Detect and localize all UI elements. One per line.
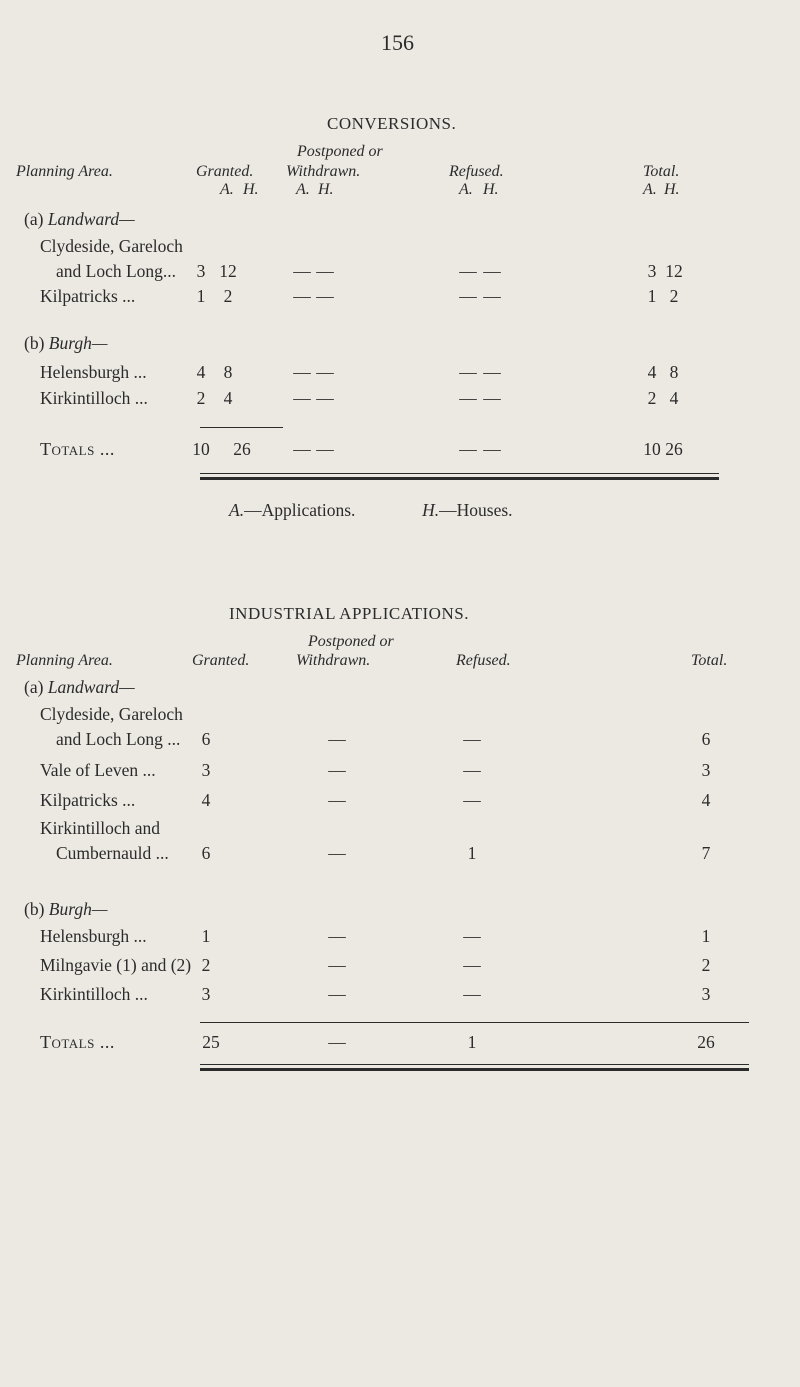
conv-sub-total-h: H.: [664, 181, 680, 198]
ind-header-postponed-top: Postponed or: [308, 633, 394, 650]
ind-row-7-total: 3: [701, 984, 711, 1004]
ind-bottom-rule-thin: [200, 1064, 749, 1065]
ind-row-6-name: Milngavie (1) and (2): [40, 955, 192, 975]
conv-row-2-refused-a: —: [459, 286, 477, 306]
ind-totals-total: 26: [697, 1032, 715, 1052]
page-number: 156: [381, 30, 414, 55]
conv-row-2-total-h: 2: [669, 286, 679, 306]
legend-h-key: H.: [422, 500, 440, 520]
ind-row-5-granted: 1: [201, 926, 211, 946]
ind-row-7-name: Kirkintilloch ...: [40, 984, 148, 1004]
conv-row-3-granted-h: 8: [223, 362, 233, 382]
ind-header-total: Total.: [691, 652, 728, 669]
conv-header-area: Planning Area.: [16, 163, 113, 180]
conv-totals-refused-a: —: [459, 439, 477, 459]
ind-row-7-granted: 3: [201, 984, 211, 1004]
conv-section-a: [24, 209, 135, 230]
conv-totals-granted-a: 10: [192, 439, 210, 459]
conv-row-1-total-a: 3: [647, 261, 657, 281]
conv-row-2-name: Kilpatricks ...: [40, 286, 136, 306]
conv-row-3-postponed-h: —: [316, 362, 334, 382]
ind-row-5-total: 1: [701, 926, 711, 946]
conv-header-refused: Refused.: [449, 163, 504, 180]
conv-row-3-refused-h: —: [483, 362, 501, 382]
conv-sub-total-a: A.: [643, 181, 657, 198]
conv-totals-label: Totals ...: [40, 439, 115, 459]
conv-section-b-letter: (b): [24, 333, 45, 353]
legend-a-key: A.: [229, 500, 245, 520]
conv-row-1-granted-a: 3: [196, 261, 206, 281]
conv-totals-total-a: 10: [643, 439, 661, 459]
conv-sub-postponed-h: H.: [318, 181, 334, 198]
conv-header-postponed-top: Postponed or: [297, 143, 383, 160]
conv-row-1-name: and Loch Long...: [56, 261, 177, 281]
industrial-title: INDUSTRIAL APPLICATIONS.: [229, 604, 469, 623]
ind-row-6-postponed: —: [328, 955, 346, 975]
ind-section-a-label: Landward—: [47, 677, 135, 697]
conv-row-4-postponed-a: —: [293, 388, 311, 408]
conv-row-2-total-a: 1: [647, 286, 657, 306]
conv-row-1-postponed-h: —: [316, 261, 334, 281]
conv-totals-postponed-h: —: [316, 439, 334, 459]
conv-row-4-granted-h: 4: [223, 388, 233, 408]
ind-section-b-letter: (b): [24, 899, 45, 919]
legend-h-text: —Houses.: [439, 500, 513, 520]
ind-row-4-refused: 1: [467, 843, 477, 863]
conv-sub-refused-h: H.: [483, 181, 499, 198]
conv-sub-granted-a: A.: [220, 181, 234, 198]
conv-totals-granted-h: 26: [233, 439, 251, 459]
conv-row-2-refused-h: —: [483, 286, 501, 306]
conv-bottom-rule-thin: [200, 473, 719, 474]
conv-legend: [229, 500, 513, 521]
ind-row-6-granted: 2: [201, 955, 211, 975]
conv-row-4-granted-a: 2: [196, 388, 206, 408]
ind-row-4-name: Cumbernauld ...: [56, 843, 169, 863]
ind-row-5-name: Helensburgh ...: [40, 926, 147, 946]
ind-row-4-total: 7: [701, 843, 711, 863]
conv-row-3-total-h: 8: [669, 362, 679, 382]
ind-row-6-total: 2: [701, 955, 711, 975]
conv-row-1-total-h: 12: [665, 261, 683, 281]
conv-row-1-name-line1: Clydeside, Gareloch: [40, 236, 183, 256]
ind-row-1-name: and Loch Long ...: [56, 729, 181, 749]
ind-row-3-postponed: —: [328, 790, 346, 810]
ind-row-2-refused: —: [463, 760, 481, 780]
ind-row-1-postponed: —: [328, 729, 346, 749]
conv-totals-postponed-a: —: [293, 439, 311, 459]
ind-row-3-granted: 4: [201, 790, 211, 810]
ind-totals-postponed: —: [328, 1032, 346, 1052]
ind-row-6-refused: —: [463, 955, 481, 975]
conversions-title: CONVERSIONS.: [327, 114, 457, 133]
ind-row-1-refused: —: [463, 729, 481, 749]
conv-bottom-rule-thick: [200, 477, 719, 480]
conv-row-1-refused-a: —: [459, 261, 477, 281]
conv-section-b: [24, 333, 107, 354]
ind-row-3-total: 4: [701, 790, 711, 810]
conv-row-3-total-a: 4: [647, 362, 657, 382]
ind-section-b-label: Burgh—: [48, 899, 108, 919]
conv-row-2-granted-h: 2: [223, 286, 233, 306]
conv-row-3-postponed-a: —: [293, 362, 311, 382]
ind-row-3-refused: —: [463, 790, 481, 810]
conv-row-4-total-a: 2: [647, 388, 657, 408]
ind-row-7-postponed: —: [328, 984, 346, 1004]
ind-row-4-name-line1: Kirkintilloch and: [40, 818, 161, 838]
ind-row-1-total: 6: [701, 729, 711, 749]
conv-row-2-postponed-a: —: [293, 286, 311, 306]
ind-section-a-letter: (a): [24, 677, 44, 697]
conv-sub-postponed-a: A.: [296, 181, 310, 198]
legend-a-text: —Applications.: [244, 500, 356, 520]
ind-header-refused: Refused.: [456, 652, 511, 669]
conv-section-a-letter: (a): [24, 209, 44, 229]
ind-row-7-refused: —: [463, 984, 481, 1004]
conv-header-postponed-bottom: Withdrawn.: [286, 163, 361, 180]
conv-header-total: Total.: [643, 163, 680, 180]
conv-totals-total-h: 26: [665, 439, 683, 459]
ind-row-5-refused: —: [463, 926, 481, 946]
ind-header-area: Planning Area.: [16, 652, 113, 669]
ind-row-2-postponed: —: [328, 760, 346, 780]
conv-row-4-refused-a: —: [459, 388, 477, 408]
ind-row-4-postponed: —: [328, 843, 346, 863]
conv-granted-sum-rule: [200, 427, 283, 428]
conv-section-a-label: Landward—: [47, 209, 135, 229]
ind-sum-rule: [200, 1022, 749, 1023]
ind-row-2-granted: 3: [201, 760, 211, 780]
conv-row-1-postponed-a: —: [293, 261, 311, 281]
ind-bottom-rule-thick: [200, 1068, 749, 1071]
conv-totals-refused-h: —: [483, 439, 501, 459]
conv-row-2-postponed-h: —: [316, 286, 334, 306]
ind-section-b: [24, 899, 107, 920]
ind-totals-refused: 1: [467, 1032, 477, 1052]
conv-row-2-granted-a: 1: [196, 286, 206, 306]
ind-row-3-name: Kilpatricks ...: [40, 790, 136, 810]
conv-row-3-granted-a: 4: [196, 362, 206, 382]
conv-row-3-name: Helensburgh ...: [40, 362, 147, 382]
conv-row-4-refused-h: —: [483, 388, 501, 408]
ind-header-postponed-bottom: Withdrawn.: [296, 652, 371, 669]
ind-row-2-name: Vale of Leven ...: [40, 760, 156, 780]
conv-row-4-name: Kirkintilloch ...: [40, 388, 148, 408]
conv-row-4-total-h: 4: [669, 388, 679, 408]
conv-section-b-label: Burgh—: [48, 333, 108, 353]
conv-row-3-refused-a: —: [459, 362, 477, 382]
conv-row-1-refused-h: —: [483, 261, 501, 281]
ind-row-2-total: 3: [701, 760, 711, 780]
ind-totals-granted: 25: [202, 1032, 220, 1052]
conv-header-granted: Granted.: [196, 163, 254, 180]
ind-row-4-granted: 6: [201, 843, 211, 863]
ind-row-1-name-line1: Clydeside, Gareloch: [40, 704, 183, 724]
ind-section-a: [24, 677, 135, 698]
ind-row-1-granted: 6: [201, 729, 211, 749]
conv-sub-refused-a: A.: [459, 181, 473, 198]
conv-sub-granted-h: H.: [243, 181, 259, 198]
conv-row-4-postponed-h: —: [316, 388, 334, 408]
ind-row-5-postponed: —: [328, 926, 346, 946]
ind-totals-label: Totals ...: [40, 1032, 115, 1052]
ind-header-granted: Granted.: [192, 652, 250, 669]
conv-row-1-granted-h: 12: [219, 261, 237, 281]
